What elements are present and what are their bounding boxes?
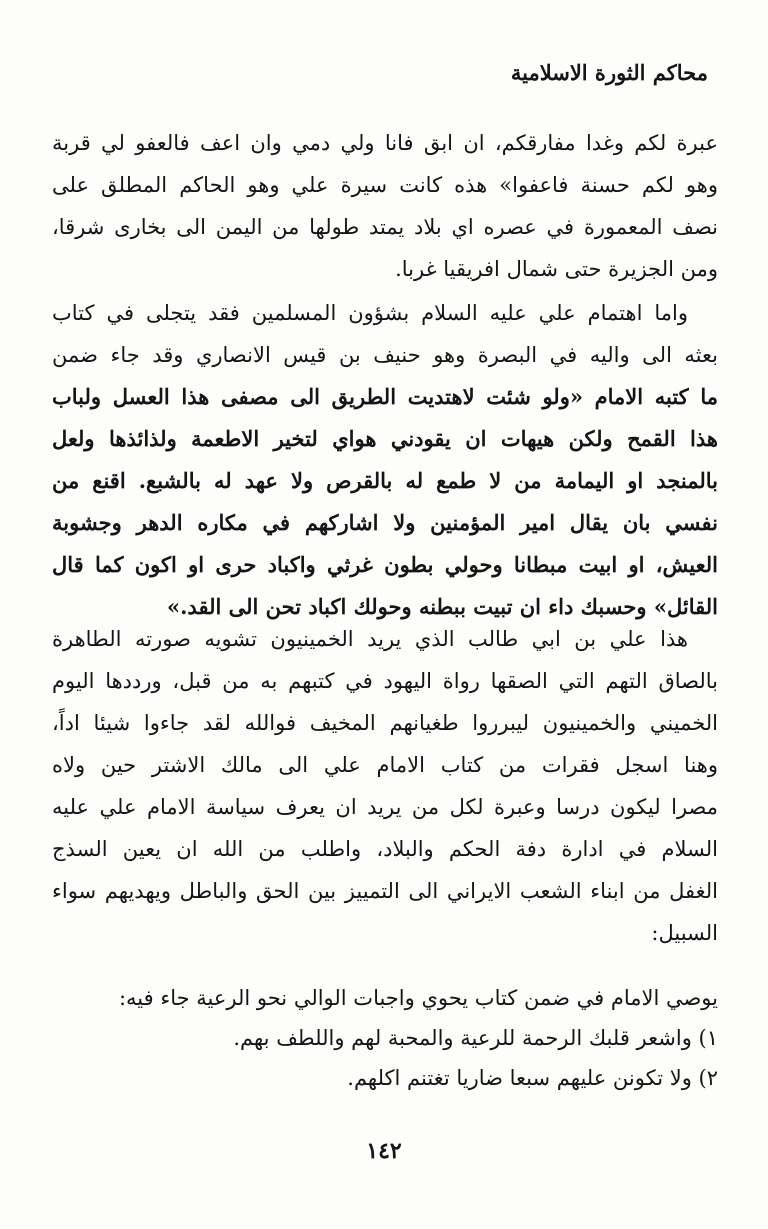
text-line: نصف المعمورة في عصره اي بلاد يمتد طولها من اليمن الى بخارى شرقا،: [52, 215, 718, 239]
text-line: وهنا اسجل فقرات من كتاب الامام علي الى مالك الاشتر حين ولاه: [52, 753, 718, 777]
text-line: السبيل:: [651, 921, 718, 945]
text-line: واما اهتمام علي عليه السلام بشؤون المسلمين فقد يتجلى في كتاب: [52, 301, 688, 325]
text-line: الغفل من ابناء الشعب الايراني الى التمييز بين الحق والباطل ويهديهم سواء: [52, 879, 718, 903]
section-intro: [52, 978, 718, 1098]
text-line: وهو لكم حسنة فاعفوا» هذه كانت سيرة علي وهو الحاكم المطلق على: [52, 173, 718, 197]
list-item: ١) واشعر قلبك الرحمة للرعية والمحبة لهم واللطف بهم.: [233, 1026, 718, 1050]
text-line: السلام في ادارة دفة الحكم والبلاد، واطلب من الله ان يعين السذج: [52, 837, 718, 861]
paragraph-1: [52, 122, 718, 290]
running-header: محاكم الثورة الاسلامية: [510, 60, 708, 85]
text-line: نفسي بان يقال امير المؤمنين ولا اشاركهم في مكاره الدهر وجشوبة: [52, 510, 718, 535]
text-line: العيش، او ابيت مبطانا وحولي بطون غرثي واكباد حرى او اكون كما قال: [52, 552, 718, 577]
text-line: ومن الجزيرة حتى شمال افريقيا غربا.: [395, 257, 718, 281]
paragraph-2: [52, 292, 718, 628]
paragraph-3: [52, 618, 718, 954]
text-line: بالصاق التهم التي الصقها رواة اليهود في كتبهم به من قبل، ورددها اليوم: [52, 669, 718, 693]
text-line: عبرة لكم وغدا مفارقكم، ان ابق فانا ولي دمي وان اعف فالعفو لي قربة: [52, 131, 718, 155]
text-line: هذا علي بن ابي طالب الذي يريد الخمينيون تشويه صورته الطاهرة: [52, 627, 688, 651]
text-line: بعثه الى واليه في البصرة وهو حنيف بن قيس الانصاري وقد جاء ضمن: [52, 343, 718, 367]
section-intro-text: يوصي الامام في ضمن كتاب يحوي واجبات الوالي نحو الرعية جاء فيه:: [118, 986, 718, 1010]
page-number: ١٤٢: [366, 1138, 402, 1164]
list-item: ٢) ولا تكونن عليهم سبعا ضاريا تغتنم اكلهم.: [347, 1066, 718, 1090]
text-line: ما كتبه الامام «ولو شئت لاهتديت الطريق الى مصفى هذا العسل ولباب: [52, 384, 718, 409]
text-line: بالمنجد او اليمامة من لا طمع له بالقرص ولا عهد له بالشبع. اقنع من: [52, 468, 718, 493]
text-line: القائل» وحسبك داء ان تبيت ببطنه وحولك اكباد تحن الى القد.»: [166, 594, 718, 619]
text-line: هذا القمح ولكن هيهات ان يقودني هواي لتخير الاطعمة ولذائذها ولعل: [52, 426, 718, 451]
text-line: الخميني والخمينيون ليبرروا طغيانهم المخيف فوالله لقد جاءوا شيئا اداً،: [52, 711, 718, 735]
text-line: مصرا ليكون درسا وعبرة لكل من يريد ان يعرف سياسة الامام علي عليه: [52, 795, 718, 819]
